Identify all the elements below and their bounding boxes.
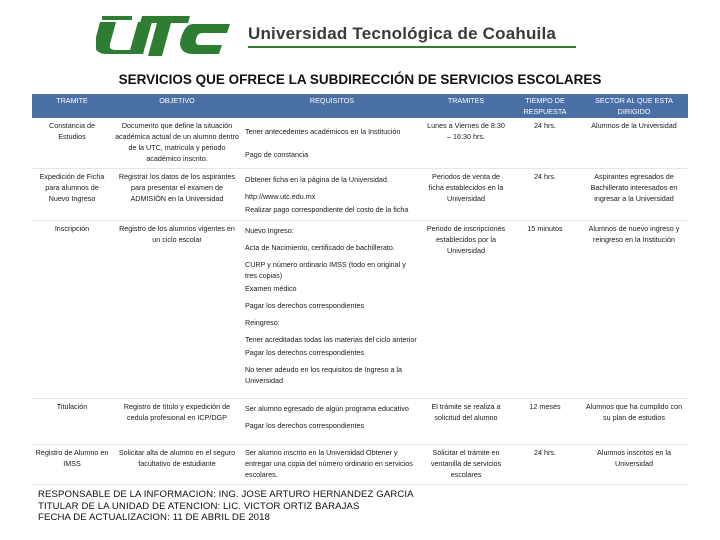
cell-requisitos <box>242 118 422 169</box>
fecha-actualizacion-line: FECHA DE ACTUALIZACION: 11 DE ABRIL DE 2018 <box>38 512 270 523</box>
cell-requisitos <box>242 221 422 399</box>
university-name: Universidad Tecnológica de Coahuila <box>248 24 557 43</box>
cell-objetivo: Registro de los alumnos vigentes en un ciclo escolar <box>119 224 235 244</box>
cell-tramites: El trámite se realiza a solicitud del alumno <box>431 402 501 422</box>
requisito-item: CURP y número ordinario IMSS (todo en original y tres copias) <box>245 260 406 280</box>
cell-objetivo: Registro de título y expedición de cedula profesional en ICP/DGP <box>123 402 231 422</box>
requisito-item: Realizar pago correspondiente del costo de la ficha <box>245 205 409 214</box>
page-title: SERVICIOS QUE OFRECE LA SUBDIRECCIÓN DE SERVICIOS ESCOLARES <box>118 72 602 87</box>
cell-requisitos <box>242 169 422 221</box>
cell-tramite: Titulación <box>56 402 88 411</box>
cell-tiempo: 24 hrs. <box>534 121 556 130</box>
cell-tramites: Periodos de venta de ficha establecidos en la Universidad <box>428 172 504 203</box>
cell-tramites: Periodo de inscripciones establecidos por la Universidad <box>426 224 506 255</box>
column-header-sector: SECTOR AL QUE ESTA DIRIGIDO <box>580 94 688 118</box>
column-header-tramites: TRAMITES <box>422 94 510 118</box>
cell-tiempo: 24 hrs. <box>534 172 556 181</box>
services-table <box>32 94 688 485</box>
cell-tramites: Solicitar el trámite en ventanilla de servicios escolares <box>430 448 502 479</box>
requisito-item: No tener adeudo en los requisitos de Ingreso a la Universidad <box>245 365 403 385</box>
requisito-item: Pago de constancia <box>245 150 309 159</box>
cell-sector: Alumnos que ha cumplido con su plan de estudios <box>585 402 683 422</box>
cell-tiempo: 12 meses <box>529 402 561 411</box>
requisito-item: Tener antecedentes académicos en la Institución <box>245 127 401 136</box>
column-header-requisitos: REQUISITOS <box>242 94 422 118</box>
responsables-footer <box>38 489 414 524</box>
cell-tramite: Constancia de Estudios <box>49 121 95 141</box>
cell-sector: Aspirantes egresados de Bachillerato interesados en ingresar a la Universidad <box>590 172 678 203</box>
responsable-line: RESPONSABLE DE LA INFORMACION: ING. JOSE ARTURO HERNANDEZ GARCIA <box>38 489 414 500</box>
table-row <box>32 445 688 485</box>
requisito-item: http://www.utc.edu.mx <box>245 192 316 201</box>
cell-sector: Alumnos de nuevo ingreso y reingreso en la Institución <box>588 224 680 244</box>
requisito-item: Examen médico <box>245 284 297 293</box>
cell-objetivo: Documento que define la situación académica actual de un alumno dentro de la UTC, matricula y periodo académico inscrito. <box>115 121 239 163</box>
table-row <box>32 399 688 445</box>
cell-sector: Alumnos inscritos en la Universidad <box>597 448 671 468</box>
cell-tramite: Inscripción <box>54 224 90 233</box>
cell-tiempo: 15 minutos <box>527 224 563 233</box>
table-row <box>32 169 688 221</box>
requisito-item: Nuevo Ingreso: <box>245 226 294 235</box>
column-header-objetivo: OBJETIVO <box>112 94 242 118</box>
requisito-item: Ser alumno egresado de algún programa educativo <box>245 404 409 413</box>
cell-tramite: Registro de Alumno en IMSS <box>35 448 109 468</box>
cell-tramites: Lunes a Viernes de 8:30 – 16:30 hrs. <box>427 121 505 141</box>
utc-logo <box>96 12 236 56</box>
cell-tramite: Expedición de Ficha para alumnos de Nuevo Ingreso <box>39 172 105 203</box>
requisito-item: Pagar los derechos correspondientes <box>245 301 365 310</box>
cell-requisitos <box>242 445 422 485</box>
requisito-item: Reingreso: <box>245 318 280 327</box>
table-header-row <box>32 94 688 118</box>
table-row <box>32 221 688 399</box>
cell-sector: Alumnos de la Universidad <box>591 121 677 130</box>
column-header-tramite: TRAMITE <box>32 94 112 118</box>
requisito-item: Acta de Nacimiento, certificado de bachillerato. <box>245 243 395 252</box>
requisito-item: Obtener ficha en la página de la Universidad. <box>245 175 389 184</box>
table-row <box>32 118 688 169</box>
requisito-item: Pagar los derechos correspondientes <box>245 421 365 430</box>
requisito-item: Ser alumno inscrito en la Universidad Obtener y entregar una copia del número ordinario en servicios escolares. <box>245 448 413 479</box>
cell-requisitos <box>242 399 422 445</box>
cell-objetivo: Registrar los datos de los aspirantes para presentar el examen de ADMISIÓN en la Universidad <box>118 172 236 203</box>
cell-objetivo: Solicitar alta de alumno en el seguro facultativo de estudiante <box>118 448 236 468</box>
column-header-tiempo: TIEMPO DE RESPUESTA <box>510 94 580 118</box>
university-name-underline <box>248 46 576 48</box>
logo-text: UTC <box>96 12 99 13</box>
requisito-item: Tener acreditadas todas las materias del ciclo anterior <box>245 335 417 344</box>
titular-line: TITULAR DE LA UNIDAD DE ATENCION: LIC. VICTOR ORTIZ BARAJAS <box>38 500 360 512</box>
cell-tiempo: 24 hrs. <box>534 448 556 457</box>
requisito-item: Pagar los derechos correspondientes <box>245 348 365 357</box>
